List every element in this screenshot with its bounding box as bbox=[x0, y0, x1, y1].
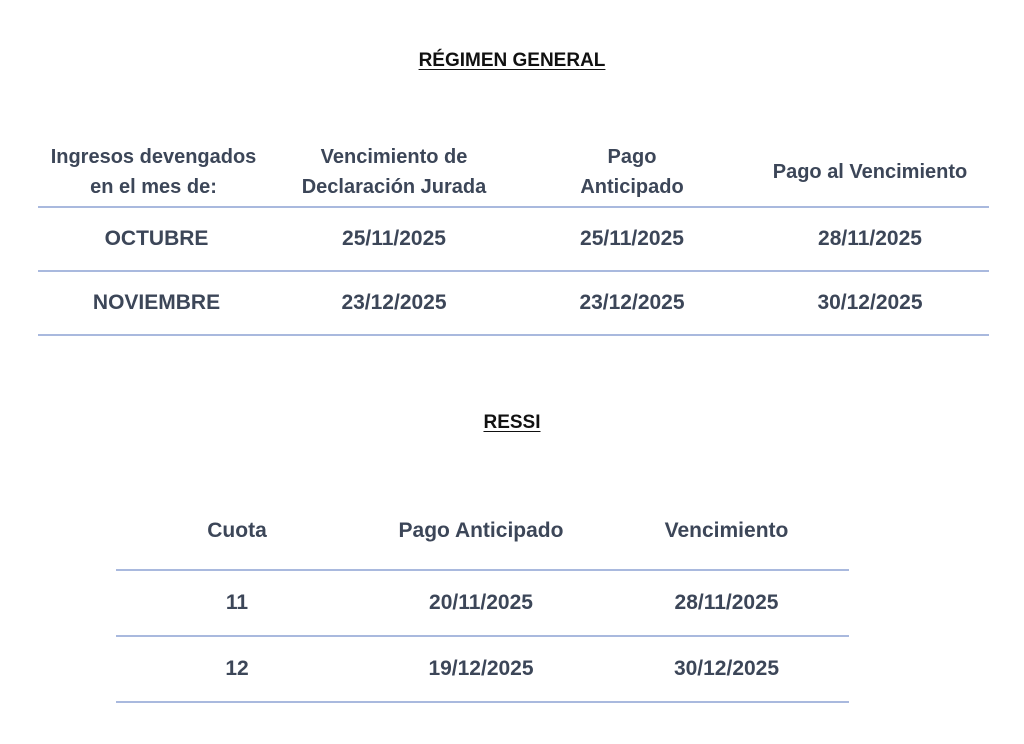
section-title-regimen-general: RÉGIMEN GENERAL bbox=[418, 50, 606, 71]
cell-pago-anticipado: 19/12/2025 bbox=[428, 657, 534, 680]
table-header-row bbox=[38, 138, 989, 208]
table-row bbox=[116, 571, 849, 637]
table-row bbox=[38, 208, 989, 272]
ressi-table bbox=[116, 498, 849, 703]
header-line: Declaración Jurada bbox=[301, 176, 487, 198]
cell-pago-vencimiento: 28/11/2025 bbox=[818, 227, 922, 250]
header-cuota: Cuota bbox=[207, 518, 267, 542]
header-pago-anticipado bbox=[513, 142, 751, 202]
table-header-row bbox=[116, 498, 849, 571]
cell-vencimiento-dj: 23/12/2025 bbox=[341, 291, 447, 314]
header-line: Ingresos devengados bbox=[50, 146, 257, 168]
cell-vencimiento: 28/11/2025 bbox=[674, 591, 779, 614]
header-vencimiento: Vencimiento bbox=[664, 518, 789, 542]
cell-pago-vencimiento: 30/12/2025 bbox=[817, 291, 923, 314]
cell-cuota: 12 bbox=[225, 657, 249, 680]
header-ingresos-devengados bbox=[38, 142, 275, 202]
cell-pago-anticipado: 20/11/2025 bbox=[429, 591, 533, 614]
cell-pago-anticipado: 23/12/2025 bbox=[579, 291, 685, 314]
cell-vencimiento: 30/12/2025 bbox=[673, 657, 780, 680]
cell-month: NOVIEMBRE bbox=[92, 291, 221, 314]
table-row bbox=[116, 637, 849, 703]
header-line: en el mes de: bbox=[90, 176, 217, 198]
cell-vencimiento-dj: 25/11/2025 bbox=[342, 227, 446, 250]
cell-month: OCTUBRE bbox=[104, 227, 209, 250]
cell-cuota: 11 bbox=[225, 591, 249, 614]
regimen-general-table bbox=[38, 138, 989, 336]
header-line: Vencimiento de bbox=[320, 146, 468, 168]
header-line: Anticipado bbox=[580, 176, 684, 198]
table-row bbox=[38, 272, 989, 336]
header-line: Pago bbox=[607, 146, 657, 168]
header-pago-anticipado: Pago Anticipado bbox=[398, 518, 564, 542]
header-line: Pago al Vencimiento bbox=[772, 161, 968, 183]
section-title-ressi: RESSI bbox=[483, 412, 541, 433]
header-pago-al-vencimiento bbox=[751, 157, 989, 187]
cell-pago-anticipado: 25/11/2025 bbox=[580, 227, 684, 250]
header-vencimiento-declaracion bbox=[275, 142, 513, 202]
